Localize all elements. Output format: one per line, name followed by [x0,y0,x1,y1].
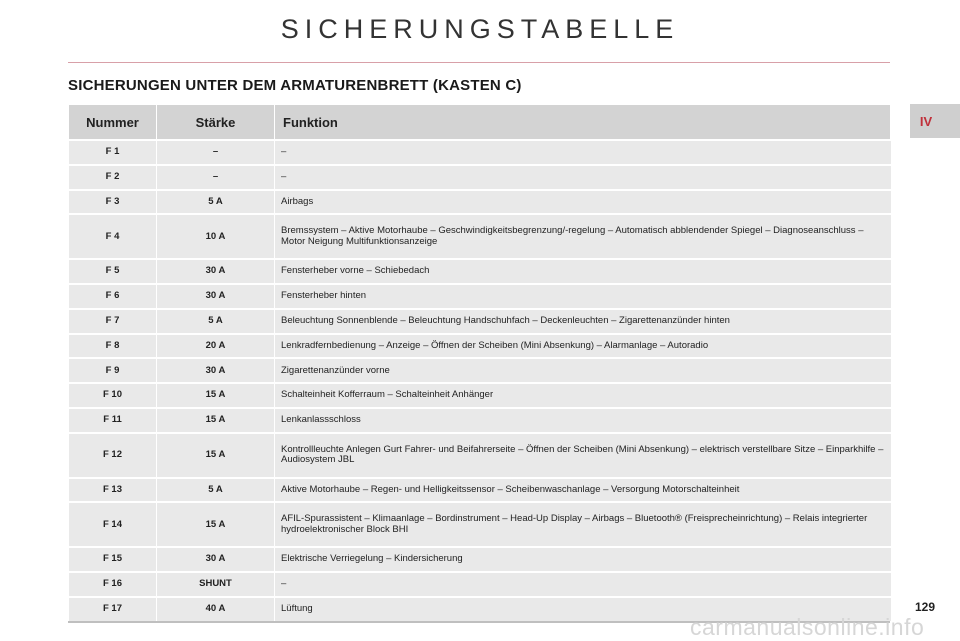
fuse-amperage-cell: 5 A [157,478,275,503]
column-header-funktion: Funktion [275,105,891,141]
fuse-number-cell: F 2 [69,165,157,190]
fuse-amperage-cell: 15 A [157,383,275,408]
fuse-number-cell: F 5 [69,259,157,284]
table-row [69,334,891,359]
fuse-number-cell: F 17 [69,597,157,621]
fuse-function-cell: – [275,140,891,165]
table-row [69,383,891,408]
table-row [69,572,891,597]
fuse-function-cell: Fensterheber hinten [275,284,891,309]
table-row [69,259,891,284]
table-row [69,408,891,433]
section-heading: SICHERUNGEN UNTER DEM ARMATURENBRETT (KASTEN C) [68,77,522,94]
fuse-function-cell: Zigarettenanzünder vorne [275,358,891,383]
chapter-label: IV [919,113,933,129]
fuse-number-cell: F 7 [69,309,157,334]
page-title: SICHERUNGSTABELLE [280,14,680,44]
fuse-function-cell: – [275,572,891,597]
fuse-function-cell: Lüftung [275,597,891,621]
fuse-table-body [69,140,891,621]
fuse-amperage-cell: 15 A [157,408,275,433]
fuse-number-cell: F 10 [69,383,157,408]
table-row [69,140,891,165]
fuse-amperage-cell: 20 A [157,334,275,359]
page-number: 129 [914,600,936,614]
fuse-number-cell: F 9 [69,358,157,383]
fuse-function-cell: Lenkradfernbedienung – Anzeige – Öffnen der Scheiben (Mini Absenkung) – Alarmanlage – Autoradio [275,334,891,359]
fuse-amperage-cell: 30 A [157,547,275,572]
column-header-nummer: Nummer [69,105,157,141]
table-row [69,433,891,478]
fuse-table [68,104,891,621]
table-row [69,478,891,503]
fuse-number-cell: F 4 [69,214,157,259]
table-header-row [69,105,891,141]
table-row [69,309,891,334]
table-row [69,190,891,215]
table-row [69,358,891,383]
fuse-function-cell: Lenkanlassschloss [275,408,891,433]
fuse-function-cell: Fensterheber vorne – Schiebedach [275,259,891,284]
fuse-function-cell: Airbags [275,190,891,215]
fuse-amperage-cell: – [157,140,275,165]
fuse-function-cell: Kontrollleuchte Anlegen Gurt Fahrer- und Beifahrerseite – Öffnen der Scheiben (Mini Absenkung) – elektrisch verstellbare Sitze – Einparkhilfe – Audiosystem JBL [275,433,891,478]
fuse-number-cell: F 1 [69,140,157,165]
fuse-amperage-cell: 40 A [157,597,275,621]
fuse-function-cell: Schalteinheit Kofferraum – Schalteinheit Anhänger [275,383,891,408]
fuse-number-cell: F 11 [69,408,157,433]
title-divider [68,62,890,63]
fuse-function-cell: Beleuchtung Sonnenblende – Beleuchtung Handschuhfach – Deckenleuchten – Zigarettenanzünder hinten [275,309,891,334]
fuse-number-cell: F 15 [69,547,157,572]
fuse-amperage-cell: 30 A [157,284,275,309]
fuse-number-cell: F 12 [69,433,157,478]
fuse-amperage-cell: 5 A [157,309,275,334]
fuse-amperage-cell: 5 A [157,190,275,215]
fuse-number-cell: F 13 [69,478,157,503]
fuse-amperage-cell: 30 A [157,358,275,383]
fuse-number-cell: F 3 [69,190,157,215]
fuse-amperage-cell: 15 A [157,502,275,547]
fuse-amperage-cell: – [157,165,275,190]
chapter-tab[interactable] [910,104,960,138]
table-row [69,547,891,572]
table-row [69,214,891,259]
fuse-number-cell: F 6 [69,284,157,309]
fuse-number-cell: F 8 [69,334,157,359]
table-row [69,284,891,309]
fuse-amperage-cell: 10 A [157,214,275,259]
table-row [69,165,891,190]
fuse-amperage-cell: 30 A [157,259,275,284]
fuse-function-cell: AFIL-Spurassistent – Klimaanlage – Bordinstrument – Head-Up Display – Airbags – Bluetooth® (Freisprecheinrichtung) – Relais integrierter hydroelektronischer Block BHI [275,502,891,547]
fuse-function-cell: Aktive Motorhaube – Regen- und Helligkeitssensor – Scheibenwaschanlage – Versorgung Motorschalteinheit [275,478,891,503]
fuse-amperage-cell: 15 A [157,433,275,478]
fuse-number-cell: F 14 [69,502,157,547]
table-row [69,502,891,547]
fuse-amperage-cell: SHUNT [157,572,275,597]
watermark: carmanualsonline.info [690,614,925,640]
fuse-function-cell: – [275,165,891,190]
fuse-function-cell: Elektrische Verriegelung – Kindersicherung [275,547,891,572]
fuse-function-cell: Bremssystem – Aktive Motorhaube – Geschwindigkeitsbegrenzung/-regelung – Automatisch abblendender Spiegel – Diagnoseanschluss – Motor Neigung Multifunktionsanzeige [275,214,891,259]
fuse-number-cell: F 16 [69,572,157,597]
column-header-staerke: Stärke [157,105,275,141]
